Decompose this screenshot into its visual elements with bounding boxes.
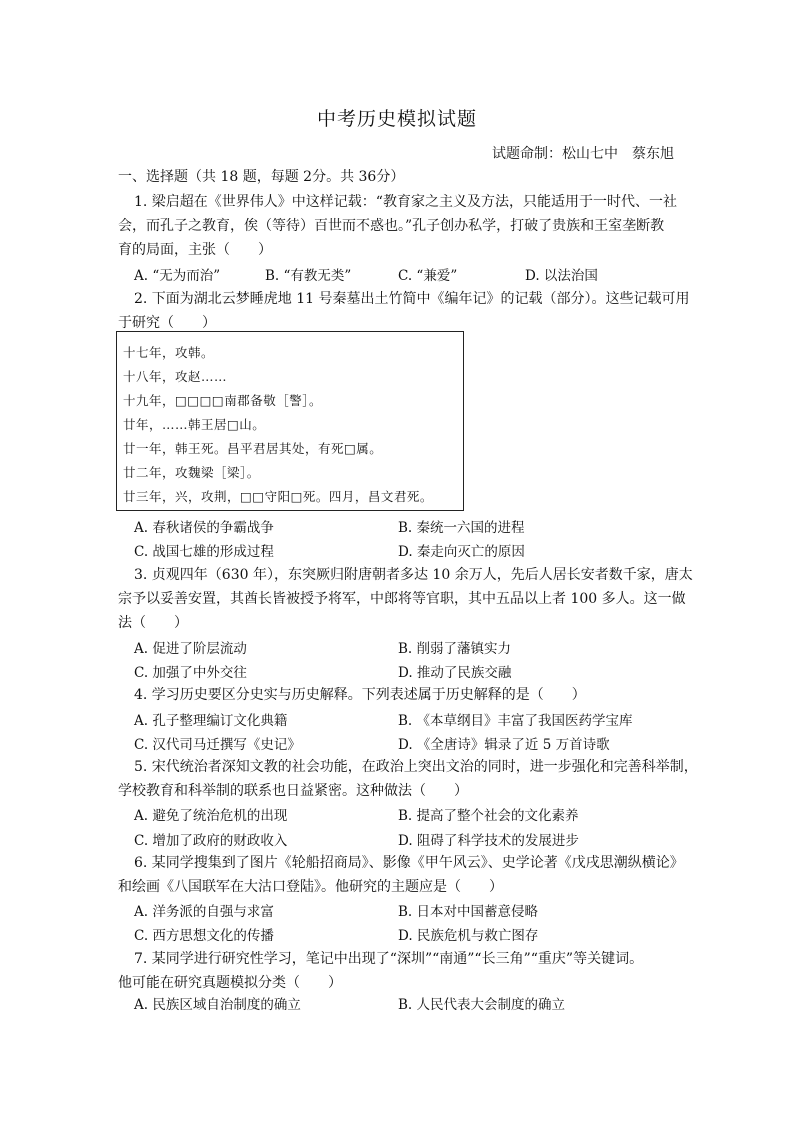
question-7-line: 7. 某同学进行研究性学习，笔记中出现了“深圳”“南通”“长三角”“重庆”等关键词。 — [134, 951, 644, 967]
excerpt-line: 十七年，攻韩。 — [123, 345, 215, 360]
q2-option-c[interactable]: C. 战国七雄的形成过程 — [134, 544, 274, 560]
q5-option-c[interactable]: C. 增加了政府的财政收入 — [134, 833, 288, 849]
q6-option-a[interactable]: A. 洋务派的自强与求富 — [134, 904, 274, 920]
question-1-line: 1. 梁启超在《世界伟人》中这样记载：“教育家之主义及方法，只能适用于一时代、一社 — [134, 194, 677, 210]
question-6-line: 和绘画《八国联军在大沽口登陆》。他研究的主题应是（ ） — [118, 879, 503, 895]
q3-option-c[interactable]: C. 加强了中外交往 — [134, 665, 247, 681]
q4-option-c[interactable]: C. 汉代司马迁撰写《史记》 — [134, 737, 301, 753]
q6-option-c[interactable]: C. 西方思想文化的传播 — [134, 928, 274, 944]
q4-option-d[interactable]: D. 《全唐诗》辑录了近 5 万首诗歌 — [398, 737, 610, 753]
q6-option-b[interactable]: B. 日本对中国蓄意侵略 — [398, 904, 539, 920]
question-1-line: 育的局面，主张（ ） — [118, 242, 272, 258]
excerpt-line: 廿年，……韩王居□山。 — [123, 417, 266, 432]
q1-option-d[interactable]: D. 以法治国 — [525, 268, 598, 284]
question-5-line: 5. 宋代统治者深知文教的社会功能，在政治上突出文治的同时，进一步强化和完善科举制， — [134, 759, 698, 775]
excerpt-line: 廿三年，兴，攻荆，□□守阳□死。四月，昌文君死。 — [123, 489, 433, 504]
author-line: 试题命制：松山七中 蔡东旭 — [492, 146, 674, 162]
q1-option-c[interactable]: C. “兼爱” — [398, 268, 458, 284]
q5-option-b[interactable]: B. 提高了整个社会的文化素养 — [398, 808, 579, 824]
bamboo-slip-excerpt-box — [116, 331, 464, 511]
q2-option-a[interactable]: A. 春秋诸侯的争霸战争 — [134, 520, 274, 536]
question-3-line: 宗予以妥善安置，其酋长皆被授予将军，中郎将等官职，其中五品以上者 100 多人。这一做 — [118, 591, 686, 607]
section-heading: 一、选择题（共 18 题，每题 2分。共 36分） — [118, 169, 405, 185]
q3-option-a[interactable]: A. 促进了阶层流动 — [134, 641, 247, 657]
q5-option-a[interactable]: A. 避免了统治危机的出现 — [134, 808, 288, 824]
excerpt-line: 十九年，□□□□南郡备敬［警］。 — [123, 393, 322, 408]
question-6-line: 6. 某同学搜集到了图片《轮船招商局》、影像《甲午风云》、史学论著《戊戌思潮纵横论》 — [134, 855, 684, 871]
q5-option-d[interactable]: D. 阻碍了科学技术的发展进步 — [398, 833, 579, 849]
question-2-line: 于研究（ ） — [118, 315, 216, 331]
q4-option-b[interactable]: B. 《本草纲目》丰富了我国医药学宝库 — [398, 713, 633, 729]
q7-option-b[interactable]: B. 人民代表大会制度的确立 — [398, 997, 566, 1013]
page-title: 中考历史模拟试题 — [316, 108, 477, 130]
excerpt-line: 廿二年，攻魏梁［梁］。 — [123, 465, 260, 480]
question-1-line: 会，而孔子之教育，俟（等待）百世而不惑也。”孔子创办私学，打破了贵族和王室垄断教 — [118, 218, 665, 234]
q3-option-b[interactable]: B. 削弱了藩镇实力 — [398, 641, 512, 657]
q2-option-b[interactable]: B. 秦统一六国的进程 — [398, 520, 525, 536]
q3-option-d[interactable]: D. 推动了民族交融 — [398, 665, 512, 681]
q2-option-d[interactable]: D. 秦走向灭亡的原因 — [398, 544, 525, 560]
q6-option-d[interactable]: D. 民族危机与救亡图存 — [398, 928, 539, 944]
question-7-line: 他可能在研究真题模拟分类（ ） — [118, 975, 342, 991]
q7-option-a[interactable]: A. 民族区域自治制度的确立 — [134, 997, 301, 1013]
question-3-line: 法（ ） — [118, 615, 188, 631]
q1-option-b[interactable]: B. “有教无类” — [265, 268, 352, 284]
excerpt-line: 十八年，攻赵…… — [123, 369, 228, 384]
question-5-line: 学校教育和科举制的联系也日益紧密。这种做法（ ） — [118, 783, 468, 799]
q1-option-a[interactable]: A. “无为而治” — [134, 268, 221, 284]
question-3-line: 3. 贞观四年（630 年），东突厥归附唐朝者多达 10 余万人，先后人居长安者数千家，唐太 — [134, 567, 693, 583]
q4-option-a[interactable]: A. 孔子整理编订文化典籍 — [134, 713, 288, 729]
question-4-line: 4. 学习历史要区分史实与历史解释。下列表述属于历史解释的是（ ） — [134, 687, 586, 703]
excerpt-line: 廿一年，韩王死。昌平君居其处，有死□属。 — [123, 441, 383, 456]
question-2-line: 2. 下面为湖北云梦睡虎地 11 号秦墓出土竹简中《编年记》的记载（部分）。这些记载可用 — [134, 291, 690, 307]
